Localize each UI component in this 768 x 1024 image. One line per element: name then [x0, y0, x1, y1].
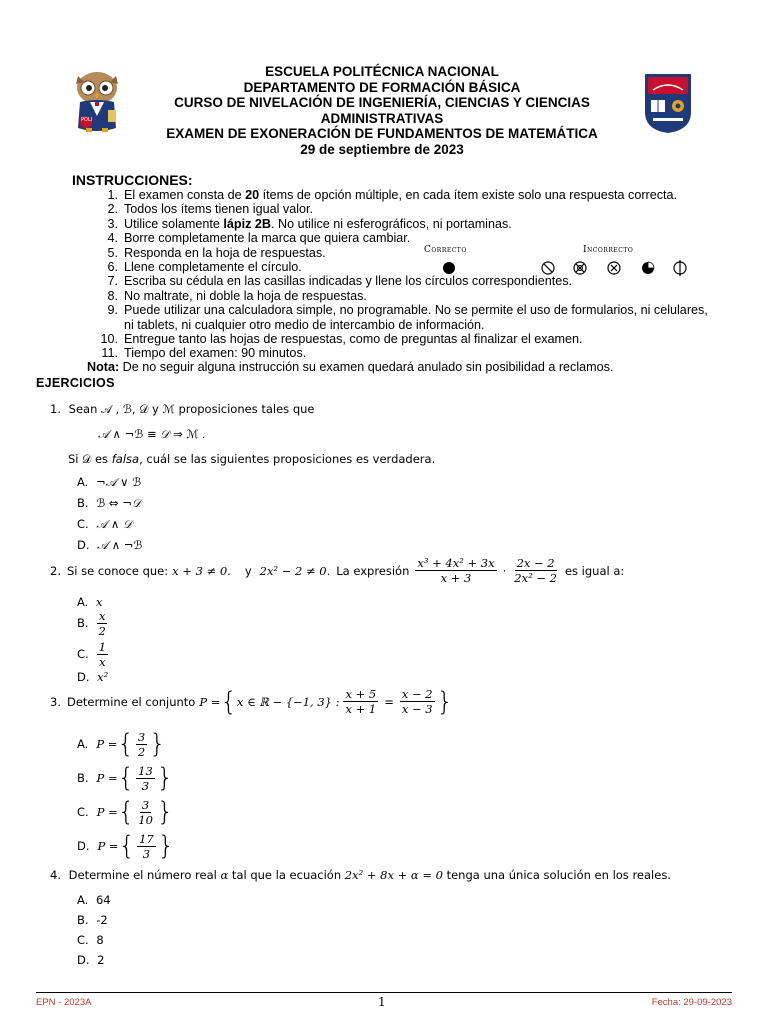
instruction-text-post: . No utilice ni esferográficos, ni portaminas. — [271, 216, 512, 231]
instruction-item — [90, 332, 710, 346]
q2-text-2: y — [244, 563, 252, 578]
option-letter: C. — [77, 933, 89, 947]
q3-fraction-2 — [400, 687, 435, 716]
q2-fraction-1 — [415, 556, 496, 585]
partial-bubble-icon — [642, 262, 654, 274]
q4-text-1: Determine el número real — [68, 868, 221, 882]
x-bubble-icon — [608, 262, 620, 274]
instruction-number: 6. — [107, 260, 118, 275]
right-brace-icon: } — [157, 831, 175, 861]
option-text: x — [95, 595, 103, 609]
footer-left: EPN - 2023A — [36, 997, 92, 1008]
set-label: P = — [96, 771, 118, 785]
left-brace-icon: { — [220, 686, 237, 717]
option-letter: D. — [77, 538, 90, 552]
instruction-number: 7. — [107, 274, 118, 289]
option-text: 2 — [97, 953, 105, 967]
option-fraction — [97, 609, 108, 638]
q2-dot: · — [502, 563, 507, 578]
numerator: x — [98, 608, 106, 623]
option-letter: C. — [77, 805, 89, 819]
option-letter: D. — [77, 670, 90, 684]
instruction-item — [90, 289, 710, 303]
q2-fraction-2 — [512, 556, 559, 585]
instruction-text-bold: 20 — [245, 188, 260, 202]
right-brace-icon: } — [149, 729, 166, 759]
owl-badge-text: POLI — [81, 117, 93, 123]
tick-bubble-icon — [674, 260, 686, 276]
instruction-text-pre: Tiempo del examen: 90 minutos. — [124, 346, 307, 361]
option-letter: A. — [77, 475, 89, 489]
denominator: 10 — [138, 812, 153, 827]
instruction-text-pre: Llene completamente el círculo. — [124, 260, 302, 275]
numerator: 3 — [141, 797, 150, 812]
instruction-item — [90, 231, 710, 245]
option-c[interactable] — [77, 795, 174, 829]
option-letter: D. — [77, 839, 90, 853]
instruction-text-pre: Escriba su cédula en las casillas indicadas y llene los círculos correspondientes. — [124, 274, 573, 289]
q2-cond-1: x + 3 ≠ 0. — [172, 563, 231, 578]
option-text: 64 — [95, 893, 111, 907]
equals-sign: = — [384, 694, 394, 709]
epn-shield-logo — [643, 72, 693, 134]
option-b[interactable] — [77, 608, 110, 638]
q4-text-3: tenga una única solución en los reales. — [442, 868, 671, 882]
q3-options — [77, 727, 174, 863]
instruction-text-pre: Puede utilizar una calculadora simple, no programable. No se permite el uso de formularios, ni celulares, ni tablets, ni cualquier otro medio de intercambio de información. — [124, 303, 708, 332]
option-letter: A. — [77, 595, 89, 609]
q1-cond-italic: falsa — [111, 452, 140, 466]
department-name: DEPARTAMENTO DE FORMACIÓN BÁSICA — [243, 79, 521, 95]
instruction-text — [124, 332, 710, 346]
left-brace-icon: { — [117, 797, 135, 827]
numerator: 2x − 2 — [516, 556, 555, 570]
question-4 — [50, 868, 671, 882]
set-label: P = — [96, 805, 118, 819]
numerator: 17 — [139, 831, 154, 846]
right-brace-icon: } — [156, 797, 174, 827]
option-text: ¬𝒜 ∨ ℬ — [95, 475, 142, 489]
numerator: x³ + 4x² + 3x — [417, 556, 495, 570]
left-brace-icon: { — [117, 729, 134, 759]
instruction-number: 4. — [107, 231, 118, 246]
option-c[interactable] — [77, 638, 110, 670]
instructions-title: INSTRUCCIONES: — [72, 172, 193, 188]
q2-text-3: La expresión — [336, 563, 410, 578]
instruction-item — [90, 217, 710, 231]
instruction-text — [124, 346, 710, 360]
left-brace-icon: { — [118, 831, 136, 861]
q3-set-name: P = — [199, 694, 221, 709]
option-letter: C. — [77, 517, 89, 531]
instruction-text — [124, 274, 710, 288]
option-d[interactable] — [77, 829, 174, 863]
instruction-text-pre: El examen consta de — [124, 188, 246, 202]
denominator: x − 3 — [401, 702, 433, 716]
instruction-text-bold: lápiz 2B — [223, 216, 271, 231]
instruction-number: 1. — [107, 188, 118, 202]
exam-date: 29 de septiembre de 2023 — [300, 141, 464, 157]
option-b[interactable] — [77, 496, 142, 517]
instruction-text — [124, 231, 710, 245]
option-fraction — [136, 764, 155, 793]
instruction-item — [90, 188, 710, 202]
denominator: 2x² − 2 — [514, 571, 557, 585]
instruction-number: 9. — [107, 303, 118, 318]
denominator: 2 — [98, 623, 106, 638]
option-letter: B. — [77, 771, 89, 785]
instruction-text-pre: Borre completamente la marca que quiera cambiar. — [124, 231, 411, 246]
footer-rule — [36, 992, 732, 993]
instruction-text-post: ítems de opción múltiple, en cada ítem existe solo una respuesta correcta. — [259, 188, 678, 202]
denominator: x — [99, 654, 106, 669]
q1-cond-pre: Si 𝒟 es — [68, 452, 112, 466]
q2-text-1: Si se conoce que: — [66, 563, 169, 578]
q3-set-condition: x ∈ ℝ − {−1, 3} : — [236, 694, 340, 709]
option-d[interactable] — [77, 670, 110, 684]
instruction-text-pre: Entregue tanto las hojas de respuestas, como de preguntas al finalizar el examen. — [124, 332, 583, 347]
set-label: P = — [97, 839, 119, 853]
option-letter: B. — [77, 616, 89, 630]
right-brace-icon: } — [156, 763, 174, 793]
note-text: De no seguir alguna instrucción su examen quedará anulado sin posibilidad a reclamos. — [119, 360, 614, 374]
q1-cond-post: , cuál se las siguientes proposiciones es verdadera. — [139, 452, 436, 466]
option-fraction — [136, 730, 147, 759]
option-letter: D. — [77, 953, 90, 967]
q3-fraction-1 — [343, 687, 378, 716]
instruction-text — [124, 188, 710, 202]
course-name-cont: ADMINISTRATIVAS — [320, 110, 444, 126]
course-name: CURSO DE NIVELACIÓN DE INGENIERÍA, CIENCIAS Y CIENCIAS — [174, 95, 590, 110]
owl-logo — [72, 70, 122, 136]
option-a[interactable] — [77, 475, 142, 496]
instruction-number: 10. — [100, 332, 118, 347]
denominator: 3 — [142, 846, 151, 861]
numerator: x − 2 — [401, 687, 433, 701]
instruction-item — [90, 346, 710, 360]
q4-equation: 2x² + 8x + α = 0 — [344, 868, 443, 882]
option-letter: B. — [77, 496, 89, 510]
question-number: 4. — [50, 868, 61, 882]
question-3 — [50, 687, 453, 716]
denominator: 2 — [137, 744, 146, 759]
option-fraction — [136, 798, 155, 827]
option-fraction — [97, 640, 108, 669]
set-label: P = — [96, 737, 118, 751]
option-text: ℬ ⇔ ¬𝒟 — [96, 496, 142, 510]
q3-text: Determine el conjunto — [66, 694, 196, 709]
option-letter: C. — [77, 647, 89, 661]
q4-alpha: α — [220, 868, 229, 882]
q2-options — [77, 595, 110, 684]
option-a[interactable] — [77, 893, 111, 913]
right-brace-icon: } — [436, 686, 454, 717]
instruction-number: 3. — [107, 216, 118, 231]
option-c[interactable] — [77, 517, 142, 538]
option-text: 𝒜 ∧ ¬ℬ — [97, 538, 143, 552]
q4-options — [77, 893, 111, 973]
crossed-bubble-icon — [574, 262, 586, 274]
bubble-examples — [440, 260, 690, 276]
correct-label: Correcto — [424, 245, 467, 255]
instruction-number: 5. — [107, 245, 118, 260]
instruction-item — [90, 274, 710, 288]
numerator: 13 — [138, 763, 153, 778]
institution-name: ESCUELA POLITÉCNICA NACIONAL — [265, 64, 499, 79]
question-text: Sean 𝒜 , ℬ, 𝒟 y ℳ proposiciones tales que — [68, 402, 315, 416]
instruction-number: 8. — [107, 288, 118, 303]
instruction-number: 11. — [101, 346, 118, 361]
option-d[interactable] — [77, 953, 111, 973]
option-letter: B. — [77, 913, 89, 927]
option-a[interactable] — [77, 727, 174, 761]
correct-filled-bubble-icon — [443, 262, 455, 274]
incorrect-label: Incorrecto — [583, 245, 634, 255]
instruction-text — [124, 202, 710, 216]
slash-bubble-icon — [542, 262, 554, 274]
exam-title: EXAMEN DE EXONERACIÓN DE FUNDAMENTOS DE MATEMÁTICA — [166, 126, 598, 141]
q1-formula: 𝒜 ∧ ¬ℬ ≡ 𝒟 ⇒ ℳ . — [98, 427, 206, 441]
denominator: x + 3 — [440, 571, 472, 585]
option-text: x² — [97, 670, 109, 684]
numerator: x + 5 — [345, 687, 377, 701]
option-text: 𝒜 ∧ 𝒟 — [96, 517, 133, 531]
instruction-item — [90, 202, 710, 216]
denominator: 3 — [141, 778, 150, 793]
instruction-text-pre: No maltrate, ni doble la hoja de respuestas. — [124, 288, 367, 303]
left-brace-icon: { — [117, 763, 135, 793]
option-text: 8 — [96, 933, 104, 947]
instruction-item — [90, 303, 710, 332]
q2-text-4: es igual a: — [564, 563, 625, 578]
question-number: 3. — [50, 694, 61, 709]
q1-condition — [68, 452, 435, 467]
instruction-text-pre: Responda en la hoja de respuestas. — [124, 245, 326, 260]
instruction-number: 2. — [107, 202, 118, 217]
option-c[interactable] — [77, 933, 111, 953]
option-b[interactable] — [77, 761, 174, 795]
footer-right: Fecha: 29-09-2023 — [651, 997, 732, 1008]
note-label: Nota: — [87, 360, 120, 374]
exam-header — [140, 64, 624, 157]
question-2 — [50, 556, 624, 585]
instruction-text — [124, 217, 710, 231]
page-number: 1 — [378, 995, 386, 1009]
question-1 — [50, 402, 315, 417]
question-number: 1. — [50, 402, 61, 416]
option-fraction — [137, 832, 156, 861]
note — [87, 360, 613, 374]
numerator: 1 — [98, 639, 107, 654]
option-letter: A. — [77, 893, 89, 907]
option-text: -2 — [96, 913, 108, 927]
numerator: 3 — [137, 729, 146, 744]
option-letter: A. — [77, 737, 89, 751]
option-b[interactable] — [77, 913, 111, 933]
q1-options — [77, 475, 142, 559]
q4-text-2: tal que la ecuación — [228, 868, 345, 882]
instruction-text — [124, 289, 710, 303]
option-a[interactable] — [77, 595, 110, 608]
denominator: x + 1 — [345, 702, 377, 716]
question-number: 2. — [50, 563, 61, 578]
instruction-text — [124, 303, 710, 332]
exercises-title: EJERCICIOS — [36, 376, 115, 390]
instruction-text-pre: Utilice solamente — [124, 216, 224, 231]
q2-cond-2: 2x² − 2 ≠ 0. — [259, 563, 331, 578]
instruction-text-pre: Todos los ítems tienen igual valor. — [124, 202, 314, 217]
